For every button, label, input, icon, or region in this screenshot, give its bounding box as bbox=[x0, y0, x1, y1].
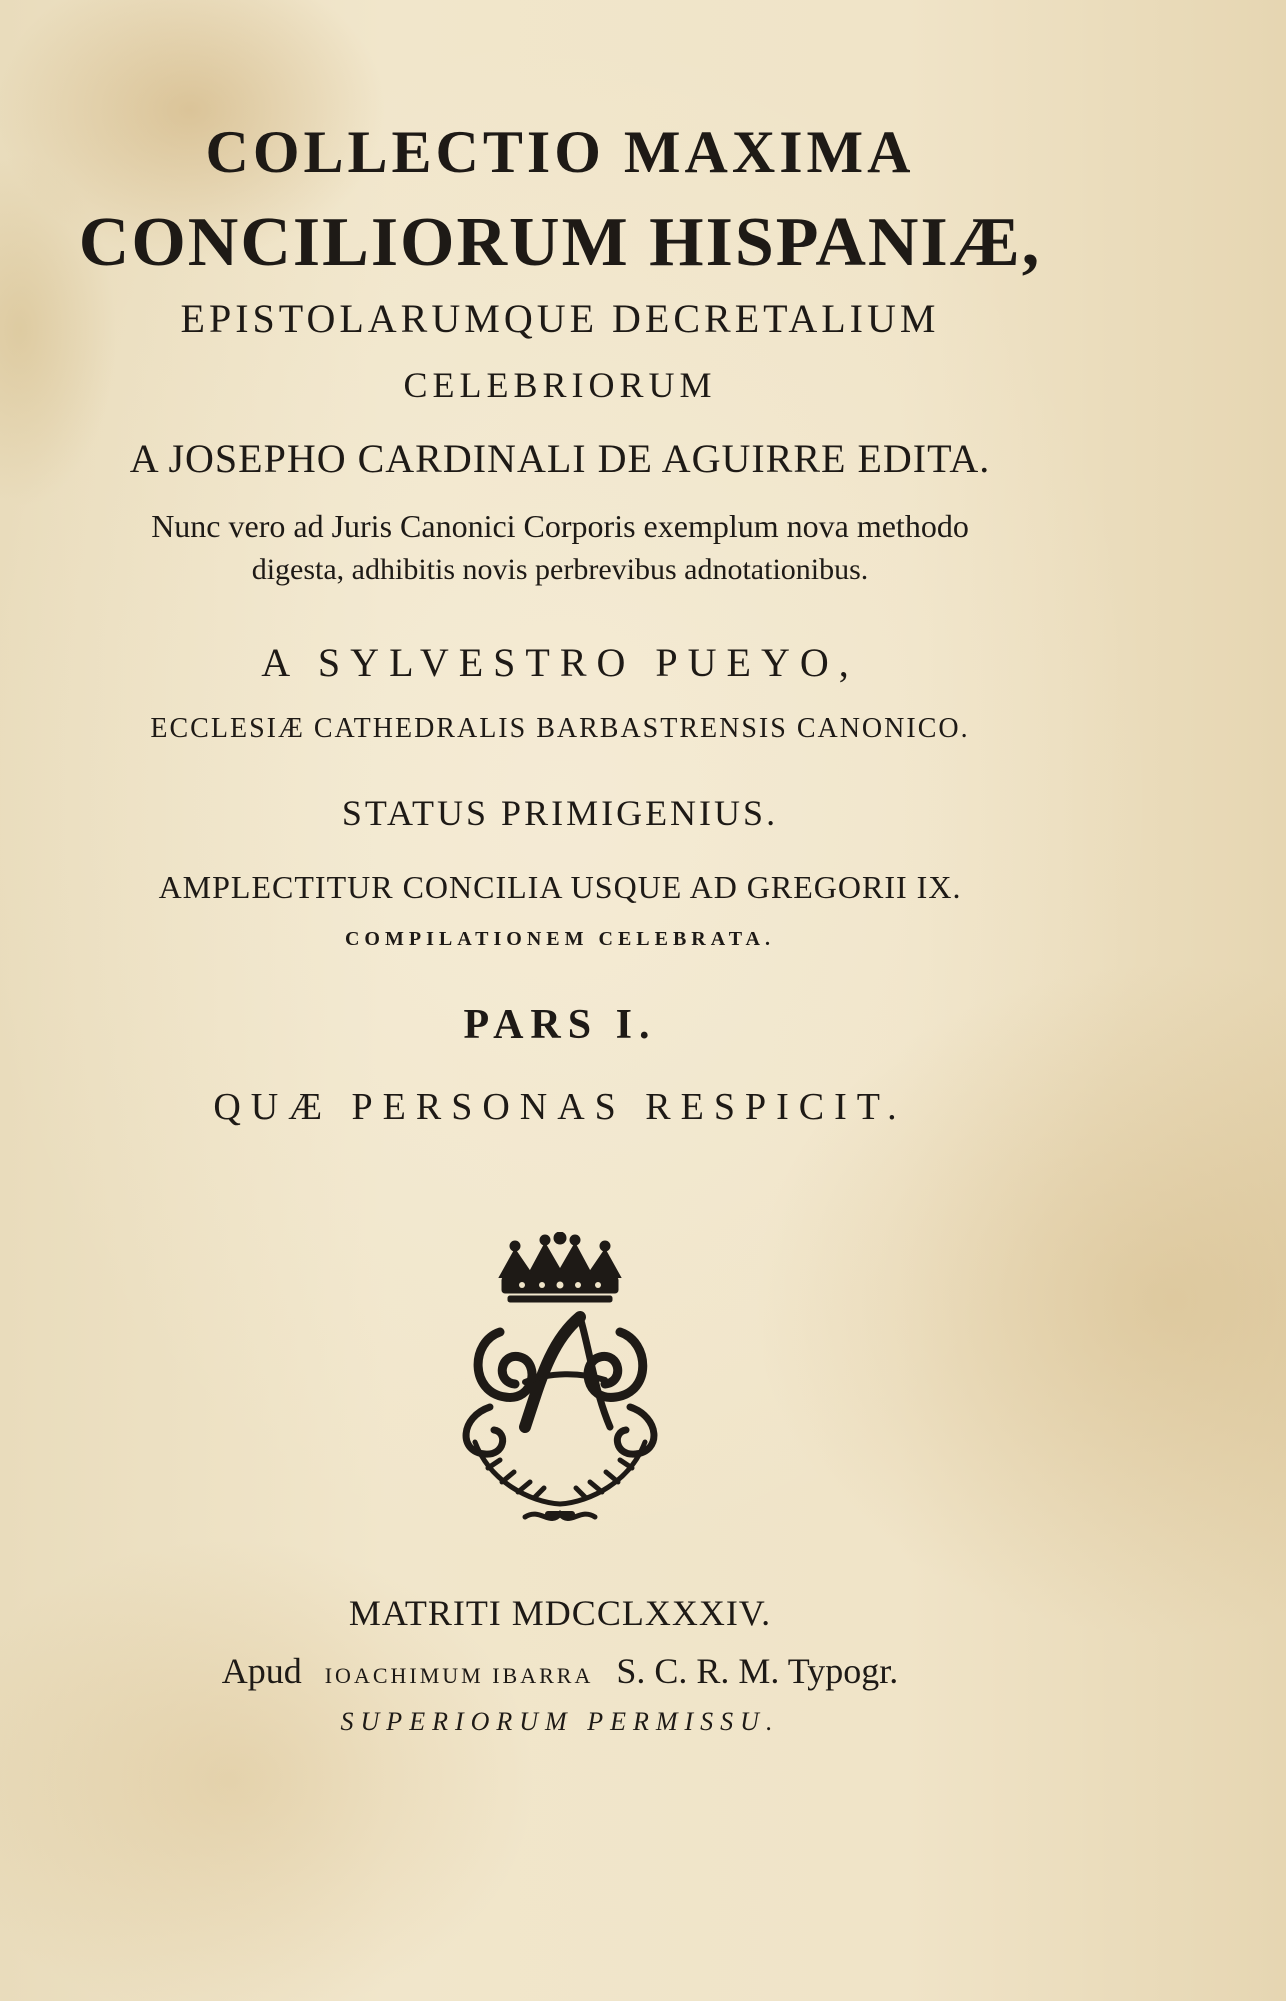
imprint-apud: Apud bbox=[221, 1651, 302, 1691]
editor-line: A JOSEPHO CARDINALI DE AGUIRRE EDITA. bbox=[129, 436, 991, 481]
description-line-2: digesta, adhibitis novis perbrevibus adnotationibus. bbox=[251, 553, 869, 586]
imprint-place-date: MATRITI MDCCLXXXIV. bbox=[348, 1593, 772, 1633]
title-line-1: COLLECTIO MAXIMA bbox=[205, 119, 915, 185]
crowned-monogram-icon bbox=[430, 1232, 690, 1532]
imprint-permission: SUPERIORUM PERMISSU. bbox=[340, 1707, 780, 1736]
imprint-printer: IOACHIMUM IBARRA bbox=[324, 1663, 594, 1688]
scope-line-1: AMPLECTITUR CONCILIA USQUE AD GREGORII IX. bbox=[158, 869, 962, 905]
title-line-4: CELEBRIORUM bbox=[403, 365, 717, 405]
author-title: ECCLESIÆ CATHEDRALIS BARBASTRENSIS CANONICO. bbox=[150, 713, 970, 744]
imprint-role: S. C. R. M. Typogr. bbox=[616, 1651, 899, 1691]
part-heading: PARS I. bbox=[463, 1002, 657, 1048]
status-line: STATUS PRIMIGENIUS. bbox=[341, 793, 779, 833]
part-subject: QUÆ PERSONAS RESPICIT. bbox=[213, 1086, 907, 1128]
imprint-printer-line bbox=[0, 1650, 1120, 1692]
author-name: A SYLVESTRO PUEYO, bbox=[261, 640, 859, 685]
title-line-3: EPISTOLARUMQUE DECRETALIUM bbox=[180, 296, 940, 341]
description-line-1: Nunc vero ad Juris Canonici Corporis exemplum nova methodo bbox=[151, 508, 969, 544]
scope-line-2: COMPILATIONEM CELEBRATA. bbox=[344, 928, 776, 950]
title-line-2: CONCILIORUM HISPANIÆ, bbox=[78, 204, 1042, 281]
